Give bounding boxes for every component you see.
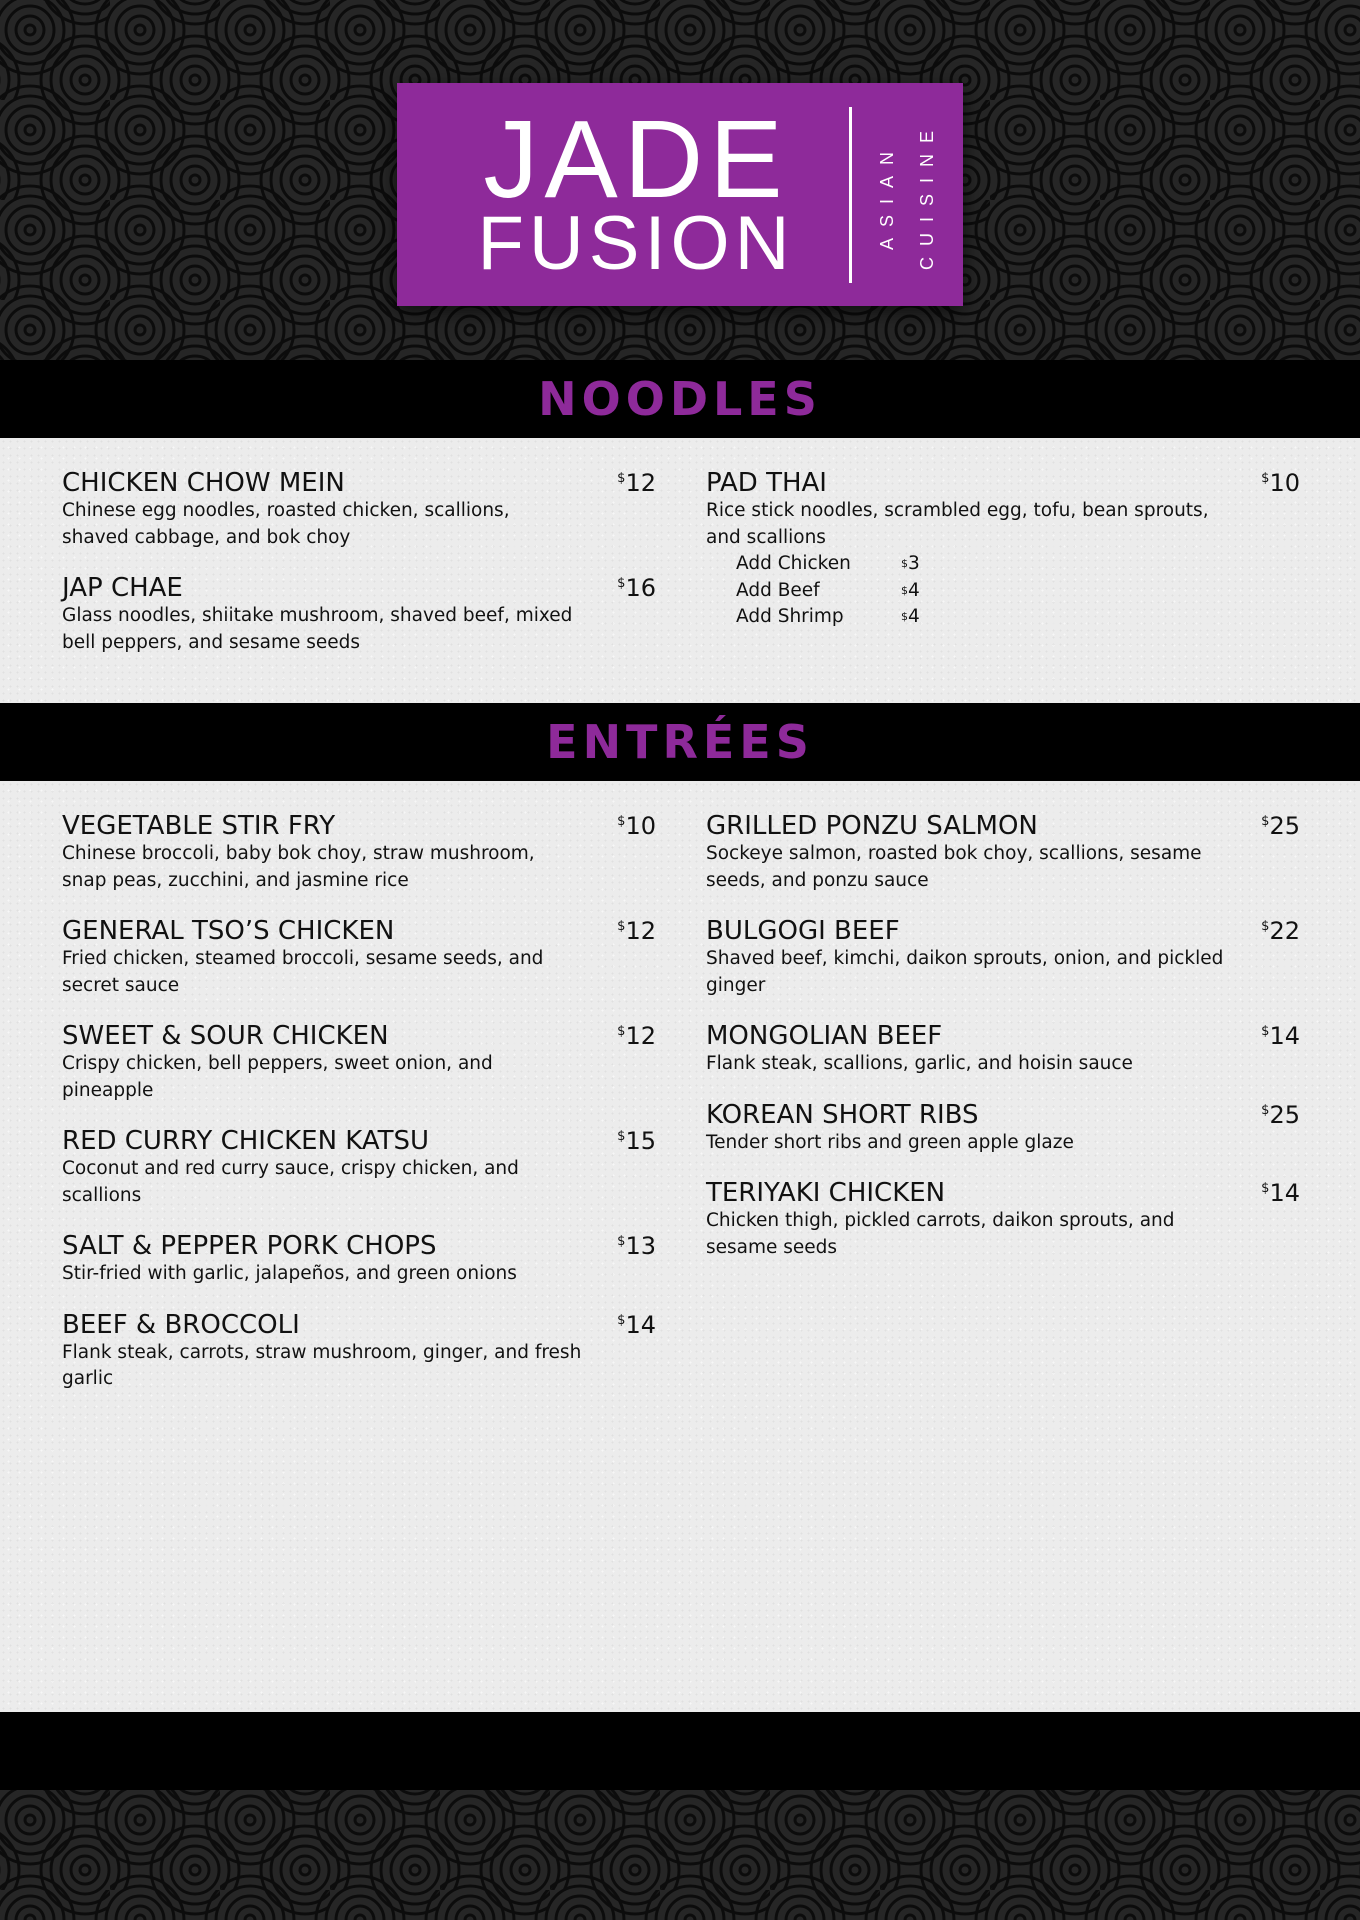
price-value: 15 [625, 1127, 656, 1155]
currency-symbol: $ [617, 919, 626, 934]
price-value: 25 [1269, 812, 1300, 840]
price-value: 12 [625, 1022, 656, 1050]
logo-fusion-text: FUSION [477, 201, 795, 286]
menu-item [706, 811, 1300, 894]
currency-symbol: $ [617, 814, 626, 829]
item-name: RED CURRY CHICKEN KATSU [62, 1126, 430, 1156]
item-price [617, 811, 656, 841]
swirl-pattern-bottom [0, 1790, 1360, 1920]
item-description: Glass noodles, shiitake mushroom, shaved beef, mixed bell peppers, and sesame seeds [62, 605, 573, 653]
entrees-section-header [0, 703, 1360, 781]
currency-symbol: $ [1261, 919, 1270, 934]
item-description: Chicken thigh, pickled carrots, daikon sprouts, and sesame seeds [706, 1210, 1175, 1258]
noodles-section-header [0, 360, 1360, 438]
currency-symbol: $ [901, 583, 908, 597]
price-value: 12 [625, 469, 656, 497]
item-price [617, 1231, 656, 1261]
addon-row [736, 578, 1300, 605]
currency-symbol: $ [901, 610, 908, 623]
item-name: GRILLED PONZU SALMON [706, 811, 1038, 841]
footer-bar [0, 1712, 1360, 1790]
currency-symbol: $ [1261, 1181, 1270, 1196]
menu-item [706, 1021, 1300, 1078]
item-name: GENERAL TSO’S CHICKEN [62, 916, 395, 946]
addon-list [736, 551, 1300, 631]
entrees-left-column [62, 811, 656, 1415]
item-name: JAP CHAE [62, 573, 183, 603]
item-name: SWEET & SOUR CHICKEN [62, 1021, 389, 1051]
logo-divider [849, 107, 852, 283]
currency-symbol: $ [617, 1234, 626, 1249]
price-value: 14 [625, 1310, 656, 1339]
menu-item [62, 811, 656, 894]
swirl-header-background [0, 0, 1360, 360]
item-price [1261, 1021, 1300, 1051]
addon-row [736, 551, 1300, 578]
menu-item [706, 916, 1300, 999]
currency-symbol: $ [1261, 1102, 1270, 1118]
item-name: TERIYAKI CHICKEN [706, 1178, 946, 1208]
price-value: 10 [1269, 469, 1300, 497]
currency-symbol: $ [1261, 1024, 1270, 1039]
noodles-right-column [706, 468, 1300, 653]
currency-symbol: $ [617, 1129, 626, 1144]
item-price [1261, 916, 1300, 946]
menu-item [62, 468, 656, 551]
item-name: BULGOGI BEEF [706, 916, 900, 946]
item-name: SALT & PEPPER PORK CHOPS [62, 1231, 437, 1261]
item-description: Chinese egg noodles, roasted chicken, scallions, shaved cabbage, and bok choy [62, 500, 510, 548]
noodles-title: NOODLES [538, 372, 822, 426]
item-description: Stir-fried with garlic, jalapeños, and green onions [62, 1263, 517, 1284]
item-description: Chinese broccoli, baby bok choy, straw mushroom, snap peas, zucchini, and jasmine rice [62, 843, 535, 891]
menu-item [62, 1231, 656, 1288]
menu-item [706, 1100, 1300, 1157]
addon-price [901, 551, 920, 578]
item-description: Crispy chicken, bell peppers, sweet onion, and pineapple [62, 1053, 493, 1101]
price-value: 25 [1269, 1100, 1300, 1129]
price-value: 13 [625, 1232, 656, 1260]
item-price [1261, 1178, 1300, 1208]
item-name: VEGETABLE STIR FRY [62, 811, 336, 841]
item-price [617, 1021, 656, 1051]
item-price [1261, 811, 1300, 841]
currency-symbol: $ [901, 557, 908, 570]
item-name: BEEF & BROCCOLI [62, 1309, 300, 1340]
swirl-footer-background [0, 1790, 1360, 1920]
item-description: Sockeye salmon, roasted bok choy, scallions, sesame seeds, and ponzu sauce [706, 843, 1202, 891]
addon-price [901, 578, 920, 605]
logo-tagline: ASIAN CUISINE [877, 120, 937, 271]
item-price [1261, 468, 1300, 498]
item-price [617, 1126, 656, 1156]
item-description: Flank steak, carrots, straw mushroom, ginger, and fresh garlic [62, 1341, 582, 1389]
item-name: CHICKEN CHOW MEIN [62, 468, 345, 498]
addon-label: Add Shrimp [736, 606, 844, 627]
item-name: MONGOLIAN BEEF [706, 1021, 943, 1051]
price-value: 12 [625, 917, 656, 945]
currency-symbol: $ [617, 471, 626, 486]
entrees-title: ENTRÉES [546, 715, 814, 769]
item-description: Shaved beef, kimchi, daikon sprouts, onion, and pickled ginger [706, 948, 1224, 996]
menu-item [706, 1178, 1300, 1261]
menu-item [62, 916, 656, 999]
currency-symbol: $ [617, 576, 626, 591]
menu-item [62, 1310, 656, 1393]
item-price [1261, 1100, 1300, 1130]
price-value: 16 [625, 574, 656, 602]
menu-item [62, 1126, 656, 1209]
currency-symbol: $ [1261, 814, 1270, 829]
menu-item [62, 1021, 656, 1104]
item-price [617, 468, 656, 498]
item-price [617, 573, 656, 603]
price-value: 3 [908, 553, 920, 574]
price-value: 4 [908, 579, 920, 601]
item-description: Flank steak, scallions, garlic, and hoisin sauce [706, 1053, 1133, 1074]
price-value: 4 [908, 606, 920, 627]
currency-symbol: $ [617, 1312, 626, 1328]
addon-price [901, 604, 920, 631]
noodles-left-column [62, 468, 656, 678]
price-value: 14 [1269, 1022, 1300, 1050]
addon-row [736, 604, 1300, 631]
price-value: 10 [625, 812, 656, 840]
item-description: Tender short ribs and green apple glaze [706, 1131, 1074, 1153]
jade-fusion-logo [397, 83, 963, 306]
addon-label: Add Chicken [736, 553, 851, 574]
item-price [617, 1310, 656, 1340]
logo-jade-text: JADE [483, 98, 789, 221]
currency-symbol: $ [1261, 471, 1270, 486]
item-description: Fried chicken, steamed broccoli, sesame seeds, and secret sauce [62, 948, 544, 996]
menu-item [62, 573, 656, 656]
item-description: Rice stick noodles, scrambled egg, tofu, bean sprouts, and scallions [706, 500, 1209, 548]
entrees-section [0, 781, 1360, 1712]
addon-label: Add Beef [736, 579, 820, 601]
price-value: 14 [1269, 1179, 1300, 1207]
item-price [617, 916, 656, 946]
price-value: 22 [1269, 917, 1300, 945]
entrees-right-column [706, 811, 1300, 1283]
menu-item [706, 468, 1300, 631]
item-name: KOREAN SHORT RIBS [706, 1099, 979, 1130]
currency-symbol: $ [617, 1024, 626, 1039]
noodles-section [0, 438, 1360, 703]
item-description: Coconut and red curry sauce, crispy chicken, and scallions [62, 1158, 519, 1206]
item-name: PAD THAI [706, 468, 827, 498]
